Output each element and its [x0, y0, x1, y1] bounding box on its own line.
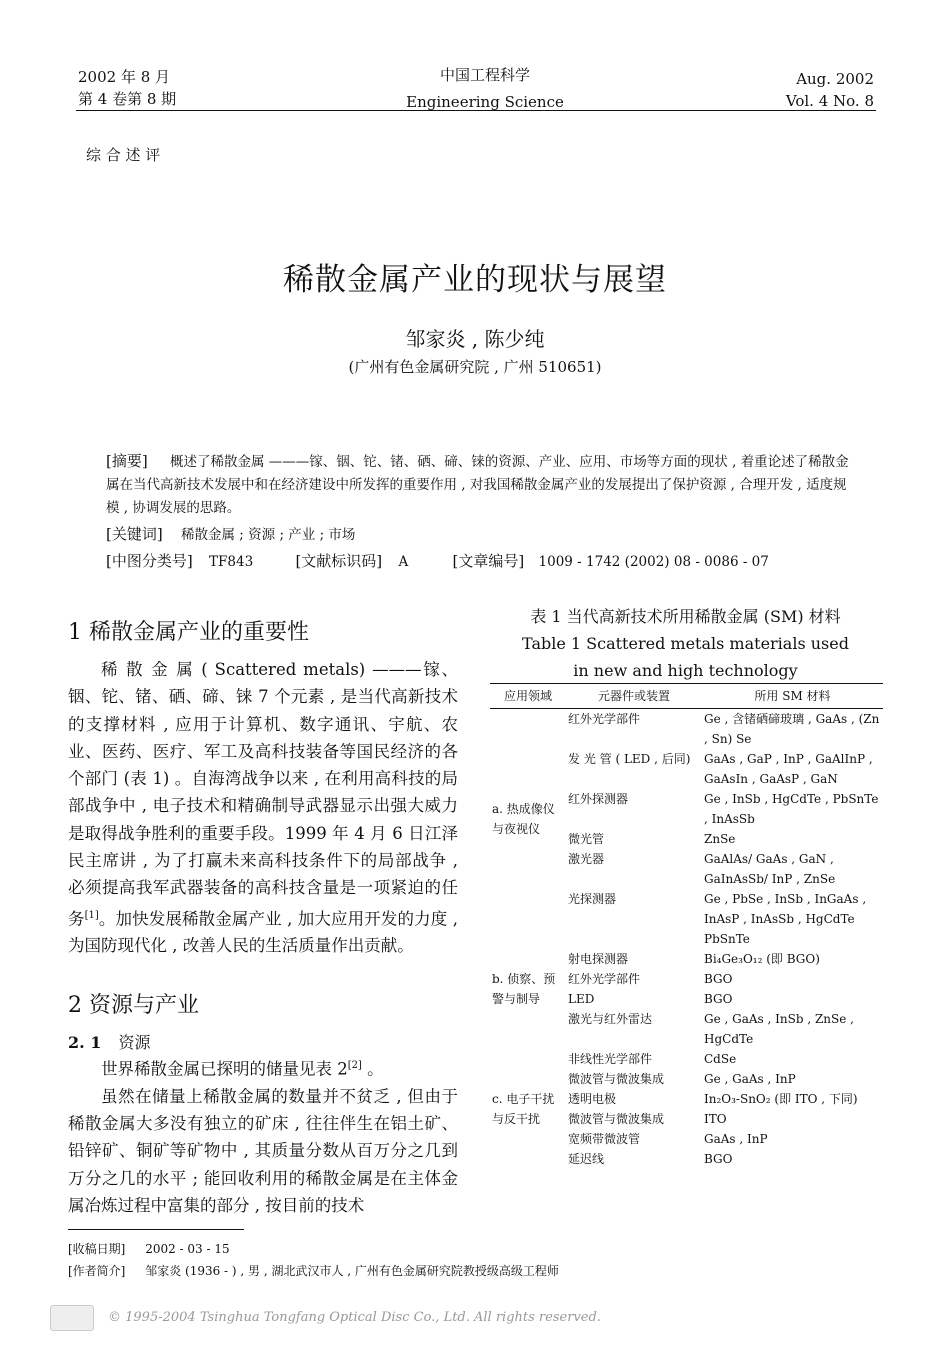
table1-material-cell: Ge , PbSe , InSb , InGaAs , InAsP , InAsSb , HgCdTe — [704, 892, 867, 926]
table1-header-cell: 所用 SM 材料 — [754, 689, 831, 703]
table1-caption-cn: 表 1 当代高新技术所用稀散金属 (SM) 材料 — [530, 607, 841, 626]
table1-device-cell: 微光管 — [568, 832, 605, 846]
clc-label: [中图分类号] — [106, 552, 193, 570]
table1-device-cell: 微波管与微波集成 — [568, 1112, 665, 1126]
table-row — [490, 929, 883, 949]
table1-device-cell: 激光器 — [568, 852, 605, 866]
section2-para2: 虽然在储量上稀散金属的数量并不贫乏 , 但由于稀散金属大多没有独立的矿床 , 往往伴生在铝土矿、铅锌矿、铜矿等矿物中 , 其质量分数从百万分之几到万分之几的水平 ; 能回收利用的稀散金属是在主体金属冶炼过程中富集的部分 , 按目前的技术 — [68, 1086, 458, 1215]
abstract-label: [摘要] — [106, 452, 148, 470]
table1-field-cell: c. 电子干扰与反干扰 — [492, 1092, 555, 1126]
table1-material-cell: GaAs , InP — [704, 1132, 768, 1146]
table1-material-cell: GaAs , GaP , InP , GaAlInP , GaAsIn , GaAsP , GaN — [704, 752, 873, 786]
paper-title: 稀散金属产业的现状与展望 — [283, 262, 667, 298]
table1-header-cell: 应用领域 — [503, 689, 552, 703]
header-right — [786, 68, 874, 112]
citation-2: [2] — [347, 1060, 362, 1071]
table1-device-cell: 延迟线 — [568, 1152, 605, 1166]
table1-caption-en2: in new and high technology — [573, 661, 798, 680]
table1-field-cell: b. 侦察、预警与制导 — [492, 972, 556, 1006]
table1-material-cell: Ge , 含锗硒碲玻璃 , GaAs , (Zn , Sn) Se — [704, 712, 880, 746]
journal-name-cn: 中国工程科学 — [439, 66, 530, 84]
table1-material-cell: GaAlAs/ GaAs , GaN , GaInAsSb/ InP , ZnSe — [704, 852, 836, 886]
received-label: [收稿日期] — [68, 1242, 126, 1256]
article-number-label: [文章编号] — [452, 552, 525, 570]
table1-device-cell: 宽频带微波管 — [568, 1132, 641, 1146]
header-left — [78, 66, 176, 110]
table1-caption — [488, 603, 883, 684]
table1-material-cell: In₂O₃-SnO₂ (即 ITO , 下同) — [704, 1092, 858, 1106]
table1-material-cell: ITO — [704, 1112, 727, 1126]
copyright-notice: © 1995-2004 Tsinghua Tongfang Optical Disc Co., Ltd. All rights reserved. — [108, 1310, 601, 1325]
section2-para1-end: 。 — [361, 1059, 384, 1079]
citation-1: [1] — [84, 909, 99, 921]
section2-para1: 世界稀散金属已探明的储量见表 2 — [101, 1059, 348, 1079]
table1-device-cell: 红外探测器 — [568, 792, 629, 806]
footnotes — [68, 1238, 559, 1282]
table1-material-cell: BGO — [704, 1152, 733, 1166]
table-row — [490, 709, 883, 750]
keywords: 稀散金属 ; 资源 ; 产业 ; 市场 — [181, 527, 356, 543]
article-category: 综 合 述 评 — [86, 146, 161, 164]
clc-number: TF843 — [209, 554, 254, 570]
author-bio-label: [作者简介] — [68, 1264, 126, 1278]
received-date: 2002 - 03 - 15 — [145, 1242, 230, 1256]
header-center — [370, 64, 600, 113]
abstract-text: 概述了稀散金属 ———镓、铟、铊、锗、硒、碲、铼的资源、产业、应用、市场等方面的现状 , 着重论述了稀散金属在当代高新技术发展中和在经济建设中所发挥的重要作用 , 对我国稀散金属产业的发展提出了保护资源 , 合理开发 , 适度规模 , 协调发展的思路。 — [106, 454, 849, 516]
author-bio: 邹家炎 (1936 - ) , 男 , 湖北武汉市人 , 广州有色金属研究院教授级高级工程师 — [145, 1264, 559, 1278]
subsection-2-1 — [68, 1030, 151, 1053]
header-rule — [76, 110, 876, 111]
table1-device-cell: 透明电极 — [568, 1092, 617, 1106]
table1-caption-en1: Table 1 Scattered metals materials used — [522, 634, 849, 653]
table1-device-cell: 微波管与微波集成 — [568, 1072, 665, 1086]
table1-material-cell: ZnSe — [704, 832, 736, 846]
table1 — [490, 683, 883, 1169]
article-number: 1009 - 1742 (2002) 08 - 0086 - 07 — [538, 554, 769, 570]
table1-field-cell: a. 热成像仪与夜视仪 — [492, 802, 555, 836]
table1-material-cell: Ge , GaAs , InP — [704, 1072, 796, 1086]
section2-body — [68, 1052, 458, 1219]
doc-code: A — [398, 554, 409, 570]
table-row — [490, 1049, 883, 1069]
table1-material-cell: BGO — [704, 992, 733, 1006]
journal-volume: 第 4 卷第 8 期 — [78, 90, 177, 108]
journal-volume-en: Vol. 4 No. 8 — [785, 92, 874, 110]
footnote-rule — [68, 1229, 244, 1230]
table1-material-cell: PbSnTe — [704, 932, 750, 946]
section1-para1: 稀 散 金 属 ( Scattered metals) ———镓、铟、铊、锗、硒、碲、铼 7 个元素 , 是当代高新技术的支撑材料 , 应用于计算机、数字通讯、宇航、农业、医药、医疗、军工及高科技装备等国民经济的各个部门 (表 1) 。自海湾战争以来 , 在利用高科技的局部战争中 , 电子技术和精确制导武器显示出强大威力是取得战争胜利的重要手段。1999 年 4 月 6 日江泽民主席讲 , 为了打赢未来高科技条件下的局部战争 , 必须提高我军武器装备的高科技含量是一项紧迫的任务 — [68, 660, 458, 929]
journal-name-en: Engineering Science — [406, 93, 564, 111]
table1-device-cell: 发 光 管 ( LED , 后同) — [568, 752, 691, 766]
subsection-number: 2. 1 — [68, 1033, 102, 1052]
table1-device-cell: 非线性光学部件 — [568, 1052, 653, 1066]
table1-device-cell — [566, 929, 702, 949]
section1-para1-end: 。加快发展稀散金属产业 , 加大应用开发的力度 , 为国防现代化 , 改善人民的生活质量作出贡献。 — [68, 909, 458, 956]
table1-device-cell: 光探测器 — [568, 892, 617, 906]
cnki-logo-icon — [50, 1305, 94, 1331]
table1-material-cell: Bi₄Ge₃O₁₂ (即 BGO) — [704, 952, 820, 966]
table1-device-cell: 射电探测器 — [568, 952, 629, 966]
journal-date-en: Aug. 2002 — [796, 70, 874, 88]
table1-device-cell: 红外光学部件 — [568, 712, 641, 726]
table1-device-cell: 激光与红外雷达 — [568, 1012, 653, 1026]
table1-device-cell: 红外光学部件 — [568, 972, 641, 986]
table1-material-cell: Ge , GaAs , InSb , ZnSe , HgCdTe — [704, 1012, 854, 1046]
table1-material-cell: BGO — [704, 972, 733, 986]
table1-header-row — [490, 684, 883, 709]
section1-body — [68, 656, 458, 960]
table1-material-cell: Ge , InSb , HgCdTe , PbSnTe , InAsSb — [704, 792, 879, 826]
abstract — [106, 450, 854, 574]
table1-material-cell: CdSe — [704, 1052, 737, 1066]
section1-heading: 1 稀散金属产业的重要性 — [68, 620, 309, 645]
journal-date: 2002 年 8 月 — [78, 68, 171, 86]
doc-code-label: [文献标识码] — [295, 552, 383, 570]
keywords-label: [关键词] — [106, 525, 163, 543]
authors: 邹家炎 , 陈少纯 — [405, 327, 545, 351]
section2-heading: 2 资源与产业 — [68, 993, 199, 1018]
table1-device-cell: LED — [568, 992, 595, 1006]
affiliation: (广州有色金属研究院 , 广州 510651) — [348, 358, 602, 376]
table1-header-cell: 元器件或装置 — [597, 689, 670, 703]
subsection-title: 资源 — [118, 1033, 151, 1052]
